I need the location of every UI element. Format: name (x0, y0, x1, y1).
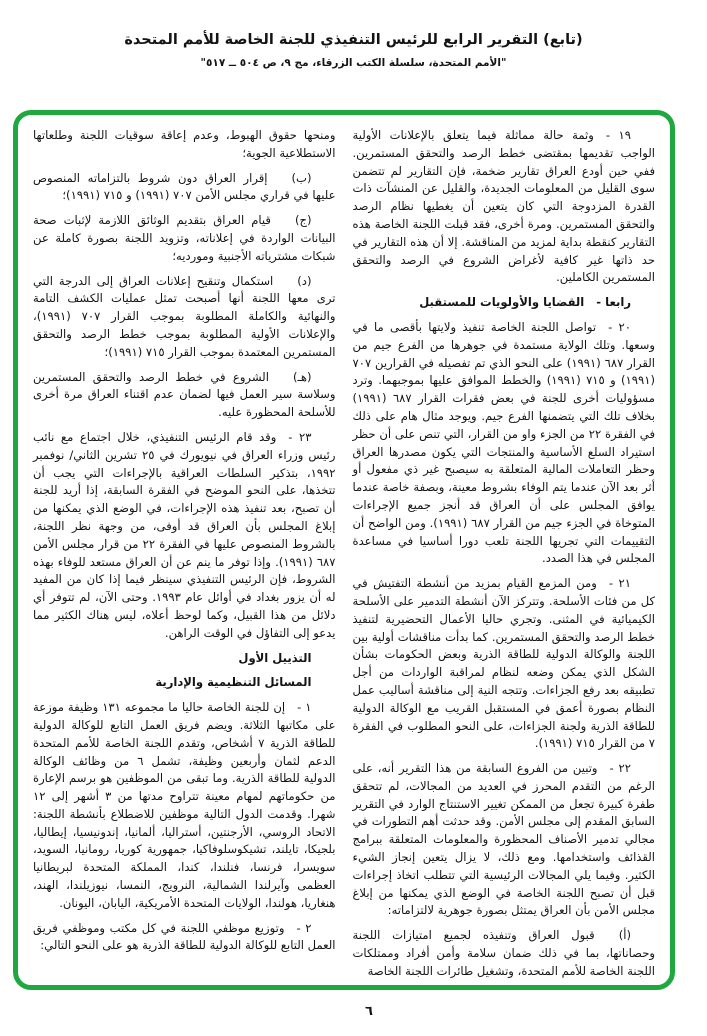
section-number: رابعا - (596, 295, 631, 310)
item-letter: (د) (297, 273, 312, 288)
item-text: إقرار العراق دون شروط بالتزاماته المنصوص عليها في قراري مجلس الأمن ٧٠٧ (١٩٩١) و ٧١٥ (١٩٩١)؛ (33, 170, 336, 203)
appendix-one-subheading: المسائل التنظيمية والإدارية (155, 675, 312, 690)
paragraph-text: ومن المزمع القيام بمزيد من أنشطة التفتيش في كل من فئات الأسلحة. وتتركز الآن أنشطة التدمير على الأسلحة الكيميائية في المثنى. وتجري حاليا الأعمال التحضيرية لتنفيذ خطط الرصد والتحقق المستمرين. كما بدأت مناقشات أولية بين اللجنة والوكالة الدولية للطاقة الذرية وبعض الحكومات بشأن الشكل الذي يمكن وضعه لنظام لمراقبة الواردات من أجل تطبيقه بعد رفع الجزاءات. وتتجه النية إلى مناقشة أساليب عمل النظام بصورة أعمق في المستقبل القريب مع الوكالة الدولية للطاقة الذرية ولجنة الجزاءات، على النحو المطلوب في الفقرة ٧ من القرار ٧١٥ (١٩٩١). (352, 576, 655, 751)
paragraph-number: ٢٢ - (609, 761, 631, 776)
list-item-c (33, 212, 336, 265)
column-left (33, 127, 336, 977)
paragraph-number: ٢٣ - (288, 429, 312, 444)
item-letter: (أ) (618, 928, 631, 943)
list-item-e (33, 369, 336, 422)
document-title: (تابع) التقرير الرابع للرئيس التنفيذي للجنة الخاصة للأمم المتحدة (124, 32, 583, 48)
paragraph-text: وقد قام الرئيس التنفيذي، خلال اجتماع مع نائب رئيس وزراء العراق في نيويورك في ٢٥ تشرين الثاني/ نوفمبر ١٩٩٢، بتذكير السلطات العراقية بالإجراءات التي يجب أن تتخذها، على النحو الموضح في الفقرة السابقة، إذا أريد للجنة أن تصبح، بعد تنفيذ هذه الإجراءات، في الوضع الذي يمكنها من إبلاغ المجلس بأن العراق قد أوفى، من وجهة نظر اللجنة، بالشروط المنصوص عليها في الفقرة ٢٢ من قرار مجلس الأمن ٦٨٧ (١٩٩١). وإذا توفر ما ينم عن أن العراق مستعد للوفاء بهذه الشروط، فإن الرئيس التنفيذي سينظر فيما إذا كان من المفيد له أن يزور بغداد في أوائل عام ١٩٩٣. وحتى الآن، لم تتوفر أي دلائل من هذا القبيل، وكما لوحظ أعلاه، ليس هناك الكثير مما يدعو إلى التفاؤل في الوقت الراهن. (33, 429, 336, 640)
paragraph-text: تواصل اللجنة الخاصة تنفيذ ولايتها بأقصى ما في وسعها. وتلك الولاية مستمدة في جوهرها من الفرع جيم من القرار ٦٨٧ (١٩٩١) على النحو الذي تم تفصيله في القرارين ٧٠٧ (١٩٩١) و ٧١٥ (١٩٩١) والخطط الموافق عليها بموجبهما. وترد مسؤوليات أخرى للجنة في بعض فقرات القرار ٦٨٧ (١٩٩١) بخلاف تلك التي يتضمنها الفرع جيم. ويوجد مثال هام على ذلك في الفقرة ٢٢ من الجزء واو من القرار، التي تنص على أن حظر استيراد السلع الأساسية والمنتجات التي يكون مصدرها العراق وحظر التعاملات المالية المتعلقة به سيصبح غير ذي مفعول أو أثر بعد الآن عندما يتم الوفاء بشروط معينة، وبصفة خاصة عندما يوافق المجلس على أن العراق قد أنجز جميع الإجراءات المتوخاة في الجزء جيم من القرار ٦٨٧ (١٩٩١). ومن الواضح أن التقييمات التي تجريها اللجنة تلعب دورا أساسيا في مساعدة المجلس في هذا الصدد. (352, 319, 656, 566)
item-letter: (ب) (291, 170, 312, 185)
item-letter: (ج) (294, 213, 312, 228)
paragraph-19 (353, 127, 656, 287)
paragraph-text: وتبين من الفروع السابقة من هذا التقرير أنه، على الرغم من التقدم المحرز في العديد من المجالات، لم تتحقق طفرة كبيرة تجعل من الممكن تغيير الاستنتاج الوارد في التقرير السابق المقدم إلى مجلس الأمن. وقد حدثت أهم التطورات في مجالي تدمير الأصناف المحظورة والمعلومات المتعلقة ببرامج القذائف واستخدامها. ومع ذلك، لا يزال يتعين إنجاز الشيء الكثير. وفيما يلي المجالات الرئيسية التي تتطلب اتخاذ إجراءات قبل أن تصبح اللجنة الخاصة في الوضع الذي يمكنها من إبلاغ مجلس الأمن بأن العراق يمتثل بصورة جوهرية لالتزاماته: (352, 761, 655, 918)
list-item-d (33, 273, 336, 362)
green-content-frame (13, 110, 675, 990)
paragraph-number: ١٩ - (605, 128, 631, 142)
column-right (353, 127, 656, 977)
section-title: القضايا والأولويات للمستقبل (419, 295, 585, 310)
item-text: قبول العراق وتنفيذه لجميع امتيازات اللجنة وحصاناتها، بما في ذلك ضمان سلامة وأمن أفراد وممتلكات اللجنة الخاصة للأمم المتحدة، وتشغيل طائرات اللجنة الخاصة (352, 928, 655, 978)
paragraph-text: وتوزيع موظفي اللجنة في كل مكتب وموظفي فريق العمل التابع للوكالة الدولية للطاقة الذرية هو على النحو التالي: (33, 920, 336, 953)
paragraph-1 (33, 699, 336, 913)
list-item-b (33, 170, 336, 206)
item-letter: (هـ) (292, 369, 312, 384)
paragraph-number: ٢١ - (608, 576, 631, 591)
paragraph-text: إن للجنة الخاصة حاليا ما مجموعه ١٣١ وظيفة موزعة على مكاتبها الثلاثة. ويضم فريق العمل التابع للوكالة الدولية للطاقة الذرية ٧ أشخاص، وتقدم اللجنة الخاصة للأمم المتحدة الدعم لثمان وأربعين وظيفة، تشمل ٦ من وظائف الوكالة الدولية للطاقة الذرية. وما تبقى من الموظفين هو برسم الإعارة من حكوماتهم لمهام معينة تتراوح مدتها من ٣ أشهر إلى ١٢ شهرا. وقدمت الدول التالية موظفين للاضطلاع بأنشطة اللجنة: الاتحاد الروسي، الأرجنتين، أستراليا، ألمانيا، إندونيسيا، إيطاليا، بلجيكا، تايلند، تشيكوسلوفاكيا، جمهورية كوريا، رومانيا، السويد، سويسرا، فرنسا، فنلندا، كندا، المملكة المتحدة لبريطانيا العظمى وآيرلندا الشمالية، النرويج، النمسا، نيوزيلندا، الهند، هنغاريا، هولندا، الولايات المتحدة الأمريكية، اليابان، اليونان. (33, 700, 336, 910)
paragraph-21 (353, 575, 656, 753)
paragraph-number: ٢ - (296, 920, 312, 935)
list-item-a-continuation (33, 127, 336, 163)
item-text: ومنحها حقوق الهبوط، وعدم إعاقة سوقيات اللجنة وطلعاتها الاستطلاعية الجوية؛ (33, 128, 336, 160)
document-header (0, 32, 707, 69)
document-source-citation: "الأمم المتحدة، سلسلة الكتب الزرقاء، مج ٩، ص ٥٠٤ ــ ٥١٧" (200, 57, 507, 69)
item-text: استكمال وتنقيح إعلانات العراق إلى الدرجة التي ترى معها اللجنة أنها أصبحت تمثل عمليات الكشف التامة والنهائية والكاملة المطلوبة بموجب القرار ٧٠٧ (١٩٩١)، والإعلانات الأولية المطلوبة بموجب خطط الرصد والتحقق المستمرين المعتمدة بموجب القرار ٧١٥ (١٩٩١)؛ (33, 273, 336, 359)
paragraph-2 (33, 920, 336, 956)
item-text: قيام العراق بتقديم الوثائق اللازمة لإثبات صحة البيانات الواردة في إعلاناته، وتزويد اللجنة بصورة كاملة عن شبكات مشترياته الأجنبية ومورديه؛ (33, 213, 336, 263)
appendix-one-heading: التذييل الأول (238, 650, 312, 665)
list-item-a (353, 927, 656, 980)
section-heading-four (353, 294, 656, 312)
paragraph-20 (353, 319, 656, 568)
paragraph-text: وثمة حالة مماثلة فيما يتعلق بالإعلانات الأولية الواجب تقديمها بمقتضى خطط الرصد والتحقق المستمرين. ففي حين أودع العراق تقارير ضخمة، فإن التقارير لم تتضمن سوى القليل من المعلومات الجديدة، والقليل عن المنشآت ذات القدرة المزدوجة التي كان يتعين أن يغطيها نظام الرصد والتحقق المستمرين. ومرة أخرى، فقد قبلت اللجنة الخاصة هذه التقارير كنقطة بداية لمزيد من المناقشة. إلا أن هذه التقارير في حد ذاتها غير كافية لأغراض الشروع في الرصد والتحقق المستمرين الكاملين. (352, 128, 655, 285)
item-text: الشروع في خطط الرصد والتحقق المستمرين وسلاسة سير العمل فيها لضمان عدم اقتناء العراق مرة أخرى للأسلحة المحظورة عليه. (33, 369, 336, 420)
paragraph-number: ١ - (297, 700, 312, 715)
page-number: ٦ (365, 1004, 373, 1019)
paragraph-22 (353, 760, 656, 920)
paragraph-23 (33, 429, 336, 643)
paragraph-number: ٢٠ - (608, 319, 631, 334)
